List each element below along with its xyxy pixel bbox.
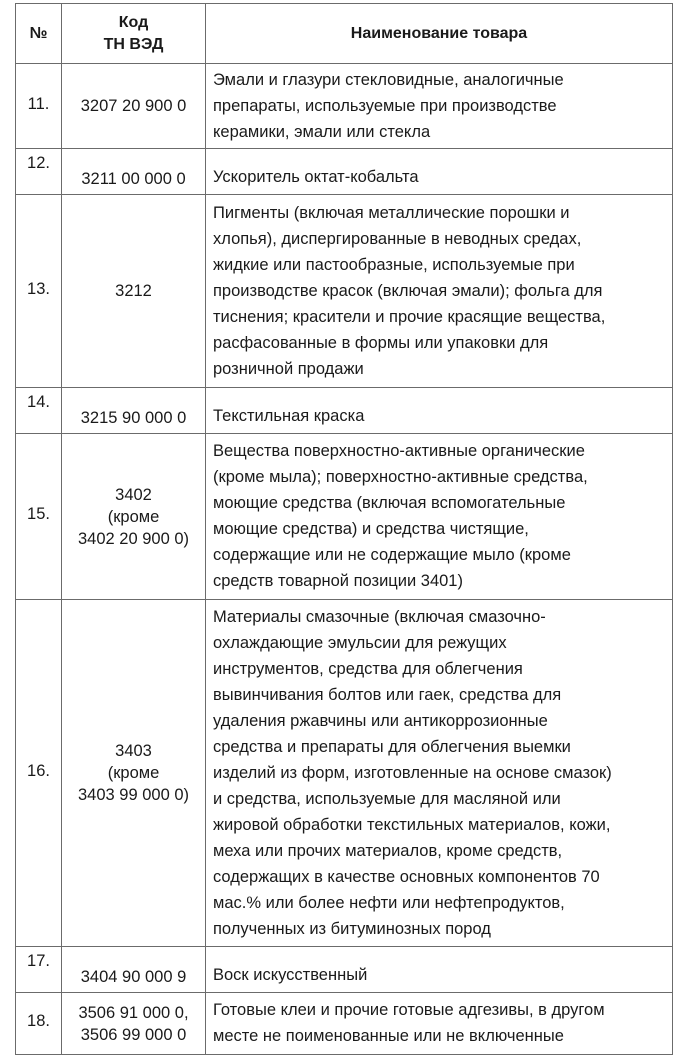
name-line: полученных из битуминозных пород: [213, 919, 491, 938]
name-line: розничной продажи: [213, 359, 364, 378]
name-line: содержащие или не содержащие мыло (кроме: [213, 546, 571, 564]
name-line: Воск искусственный: [213, 966, 368, 984]
header-code-line: Код: [118, 13, 149, 31]
name-line: меха или прочих материалов, кроме средств,: [213, 841, 563, 860]
name-line: жидкие или пастообразные, используемые при: [213, 255, 575, 274]
code-line: 3403 99 000 0): [77, 786, 189, 804]
cell-name: [206, 388, 673, 434]
name-line: тиснения; красители и прочие красящие вещества,: [213, 307, 606, 326]
header-code-line: ТН ВЭД: [103, 35, 164, 53]
code-line: 3402: [115, 485, 152, 504]
name-line: Эмали и глазури стекловидные, аналогичные: [213, 70, 564, 89]
table-row: [16, 947, 673, 993]
name-line: охлаждающие эмульсии для режущих: [213, 633, 507, 652]
name-line: средств товарной позиции 3401): [213, 572, 463, 590]
cell-number: 16.: [16, 600, 62, 947]
cell-name: [206, 434, 673, 600]
name-line: хлопья), диспергированные в неводных средах,: [213, 229, 582, 248]
table-row: [16, 388, 673, 434]
name-line: моющие средства (включая вспомогательные: [213, 494, 566, 512]
cell-code: [62, 195, 206, 388]
table-row: [16, 434, 673, 600]
name-line: керамики, эмали или стекла: [213, 122, 431, 141]
code-line: 3403: [115, 742, 152, 760]
cell-code: [62, 993, 206, 1055]
name-line: удаления ржавчины или антикоррозионные: [213, 711, 548, 730]
name-line: Вещества поверхностно-активные органические: [213, 442, 585, 460]
cell-number: 14.: [16, 388, 62, 434]
cell-code: [62, 600, 206, 947]
code-line: 3404 90 000 9: [80, 968, 187, 986]
code-line: 3215 90 000 0: [80, 409, 187, 427]
name-line: препараты, используемые при производстве: [213, 96, 557, 115]
name-line: Пигменты (включая металлические порошки и: [213, 203, 570, 222]
cell-number: 15.: [16, 434, 62, 600]
name-line: вывинчивания болтов или гаек, средства для: [213, 685, 562, 704]
name-line: Материалы смазочные (включая смазочно-: [213, 607, 546, 626]
cell-name: [206, 195, 673, 388]
name-line: жировой обработки текстильных материалов, кожи,: [213, 815, 611, 834]
cell-code: [62, 947, 206, 993]
code-line: 3402 20 900 0): [77, 529, 189, 548]
name-line: Готовые клеи и прочие готовые адгезивы, в другом: [213, 1001, 605, 1019]
cell-number: 13.: [16, 195, 62, 388]
cell-code: [62, 149, 206, 195]
code-line: 3212: [115, 282, 152, 300]
cell-number: 18.: [16, 993, 62, 1055]
name-line: производстве красок (включая эмали); фольга для: [213, 281, 603, 300]
name-line: изделий из форм, изготовленные на основе смазок): [213, 763, 612, 782]
cell-name: [206, 600, 673, 947]
document-page: [15, 3, 672, 1055]
table-row: [16, 993, 673, 1055]
name-line: мас.% или более нефти или нефтепродуктов,: [213, 893, 565, 912]
table-header-row: [16, 4, 673, 64]
name-line: средства и препараты для облегчения выемки: [213, 737, 571, 756]
cell-number: 17.: [16, 947, 62, 993]
code-line: 3211 00 000 0: [81, 170, 186, 188]
cell-number: 12.: [16, 149, 62, 195]
table-row: [16, 64, 673, 149]
table-row: [16, 149, 673, 195]
goods-table: [15, 3, 673, 1055]
name-line: содержащих в качестве основных компонентов 70: [213, 867, 600, 886]
cell-name: [206, 64, 673, 149]
cell-name: [206, 149, 673, 195]
table-row: [16, 600, 673, 947]
code-line: (кроме: [107, 764, 160, 782]
code-line: (кроме: [107, 507, 160, 526]
name-line: расфасованные в формы или упаковки для: [213, 333, 549, 352]
cell-name: [206, 947, 673, 993]
cell-number: 11.: [16, 64, 62, 149]
cell-name: [206, 993, 673, 1055]
code-line: 3207 20 900 0: [80, 97, 187, 115]
name-line: и средства, используемые для масляной или: [213, 789, 561, 808]
cell-code: [62, 434, 206, 600]
name-line: Ускоритель октат-кобальта: [213, 168, 419, 186]
code-line: 3506 99 000 0: [80, 1025, 187, 1044]
header-name: Наименование товара: [206, 4, 673, 64]
name-line: моющие средства) и средства чистящие,: [213, 520, 529, 538]
name-line: (кроме мыла); поверхностно-активные средства,: [213, 468, 588, 486]
code-line: 3506 91 000 0,: [78, 1003, 189, 1022]
name-line: месте не поименованные или не включенные: [213, 1027, 564, 1045]
table-body: [16, 64, 673, 1055]
header-number: №: [16, 4, 62, 64]
name-line: Текстильная краска: [213, 407, 365, 425]
cell-code: [62, 388, 206, 434]
header-code: [62, 4, 206, 64]
name-line: инструментов, средства для облегчения: [213, 659, 523, 678]
cell-code: [62, 64, 206, 149]
table-row: [16, 195, 673, 388]
